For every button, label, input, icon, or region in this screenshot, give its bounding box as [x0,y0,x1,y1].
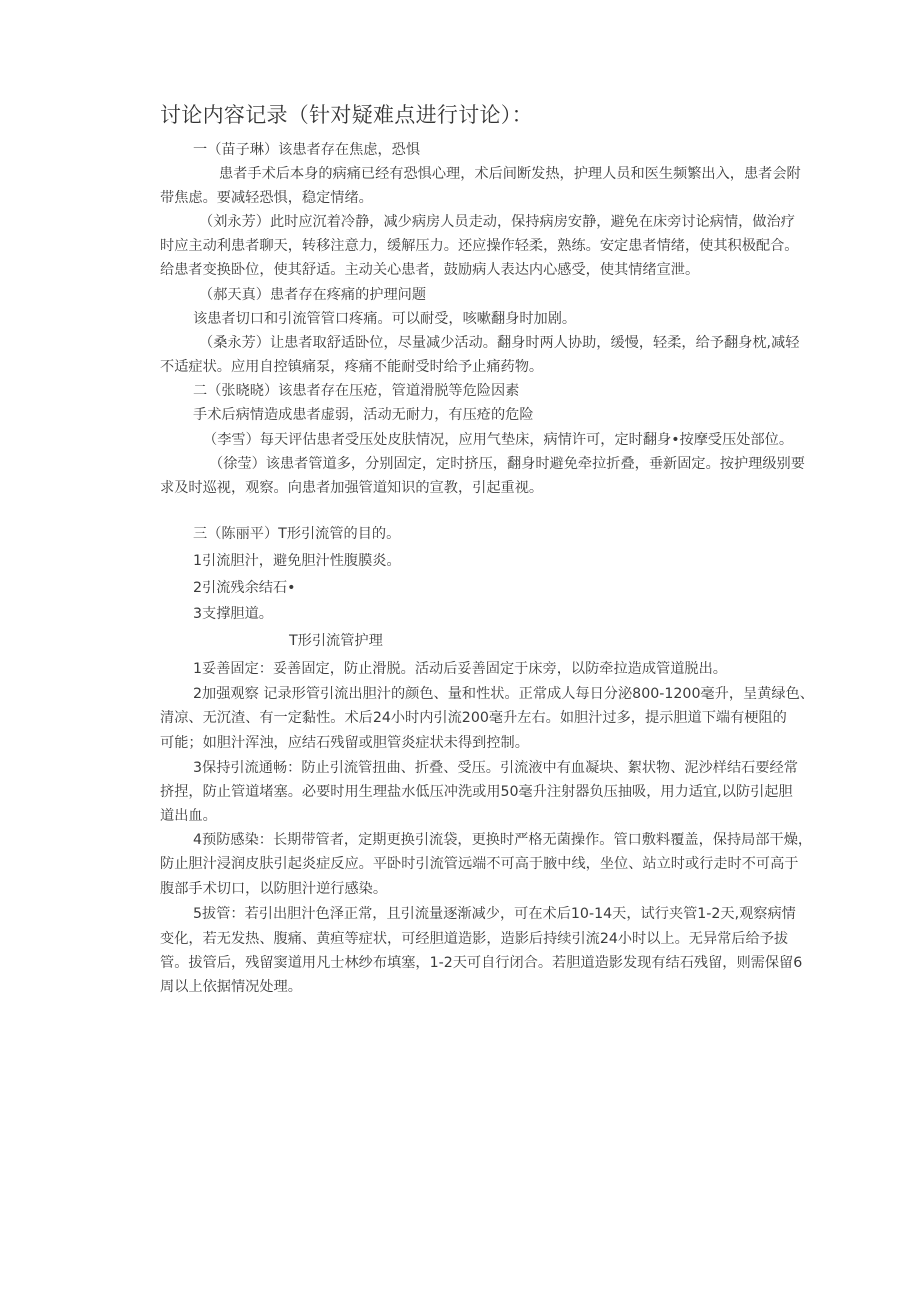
text-line: 二（张晓晓）该患者存在压疮，管道滑脱等危险因素 [193,383,520,399]
text-line: 周以上依据情况处理。 [160,979,302,995]
text-line: 3支撑胆道。 [193,606,273,622]
text-line: 2引流残余结石• [193,580,296,596]
text-line: 道出血。 [160,808,217,824]
page-title: 讨论内容记录（针对疑难点进行讨论）： [160,103,533,127]
text-line: 管。拔管后，残留窦道用凡士林纱布填塞，1-2天可自行闭合。若胆道造影发现有结石残留，则需保留6 [160,955,803,971]
text-line: 可能；如胆汁浑浊，应结石残留或胆管炎症状未得到控制。 [160,735,529,751]
text-line: （桑永芳）让患者取舒适卧位，尽量减少活动。翻身时两人协助，缓慢，轻柔，给予翻身枕,减轻 [199,335,800,351]
text-line: 2加强观察 记录形管引流出胆汁的颜色、量和性状。正常成人每日分泌800-1200毫升，呈黄绿色、 [193,686,814,702]
text-line: 挤捏，防止管道堵塞。必要时用生理盐水低压冲洗或用50毫升注射器负压抽吸，用力适宜,以防引起胆 [160,784,793,800]
text-line: （李雪）每天评估患者受压处皮肤情况，应用气垫床，病情许可，定时翻身•按摩受压处部位。 [203,432,794,448]
text-line: 求及时巡视，观察。向患者加强管道知识的宣教，引起重视。 [160,480,544,496]
text-line: 患者手术后本身的病痛已经有恐惧心理，术后间断发热，护理人员和医生频繁出入，患者会附 [219,166,801,182]
text-line: 一（苗子琳）该患者存在焦虑，恐惧 [193,142,421,158]
text-line: 带焦虑。要减轻恐惧，稳定情绪。 [160,190,373,206]
text-line: 给患者变换卧位，使其舒适。主动关心患者，鼓励病人表达内心感受，使其情绪宣泄。 [160,262,700,278]
text-line: 时应主动利患者聊天，转移注意力，缓解压力。还应操作轻柔，熟练。安定患者情绪，使其积极配合。 [160,238,799,254]
text-line: 该患者切口和引流管管口疼痛。可以耐受，咳嗽翻身时加剧。 [193,311,577,327]
text-line: 清凉、无沉渣、有一定黏性。术后24小时内引流200毫升左右。如胆汁过多，提示胆道下端有梗阻的 [160,710,787,726]
text-line: （郝天真）患者存在疼痛的护理问题 [199,287,427,303]
text-line: 不适症状。应用自控镇痛泵，疼痛不能耐受时给予止痛药物。 [160,359,544,375]
text-line: 3保持引流通畅：防止引流管扭曲、折叠、受压。引流液中有血凝块、絮状物、泥沙样结石要经常 [193,760,798,776]
text-line: 4预防感染：长期带管者，定期更换引流袋，更换时严格无菌操作。管口敷料覆盖，保持局部干燥， [193,832,813,848]
text-line: T形引流管护理 [289,633,383,649]
text-line: 1引流胆汁，避免胆汁性腹膜炎。 [193,553,401,569]
text-line: 防止胆汁浸润皮肤引起炎症反应。平卧时引流管远端不可高于腋中线，坐位、站立时或行走时不可高于 [160,856,799,872]
text-line: 5拔管：若引出胆汁色泽正常，且引流量逐渐减少，可在术后10-14天，试行夹管1-2天,观察病情 [193,906,796,922]
text-line: 腹部手术切口，以防胆汁逆行感染。 [160,881,388,897]
text-line: 手术后病情造成患者虚弱，活动无耐力，有压疮的危险 [193,407,534,423]
text-line: 1妥善固定：妥善固定，防止滑脱。活动后妥善固定于床旁，以防牵拉造成管道脱出。 [193,661,727,677]
text-line: 变化，若无发热、腹痛、黄疸等症状，可经胆道造影，造影后持续引流24小时以上。无异常后给予拔 [160,931,789,947]
text-line: （刘永芳）此时应沉着冷静，减少病房人员走动，保持病房安静，避免在床旁讨论病情，做治疗 [199,214,795,230]
text-line: 三（陈丽平）T形引流管的目的。 [193,526,401,542]
text-line: （徐莹）该患者管道多，分别固定，定时挤压，翻身时避免牵拉折叠，垂新固定。按护理级别要 [209,456,805,472]
